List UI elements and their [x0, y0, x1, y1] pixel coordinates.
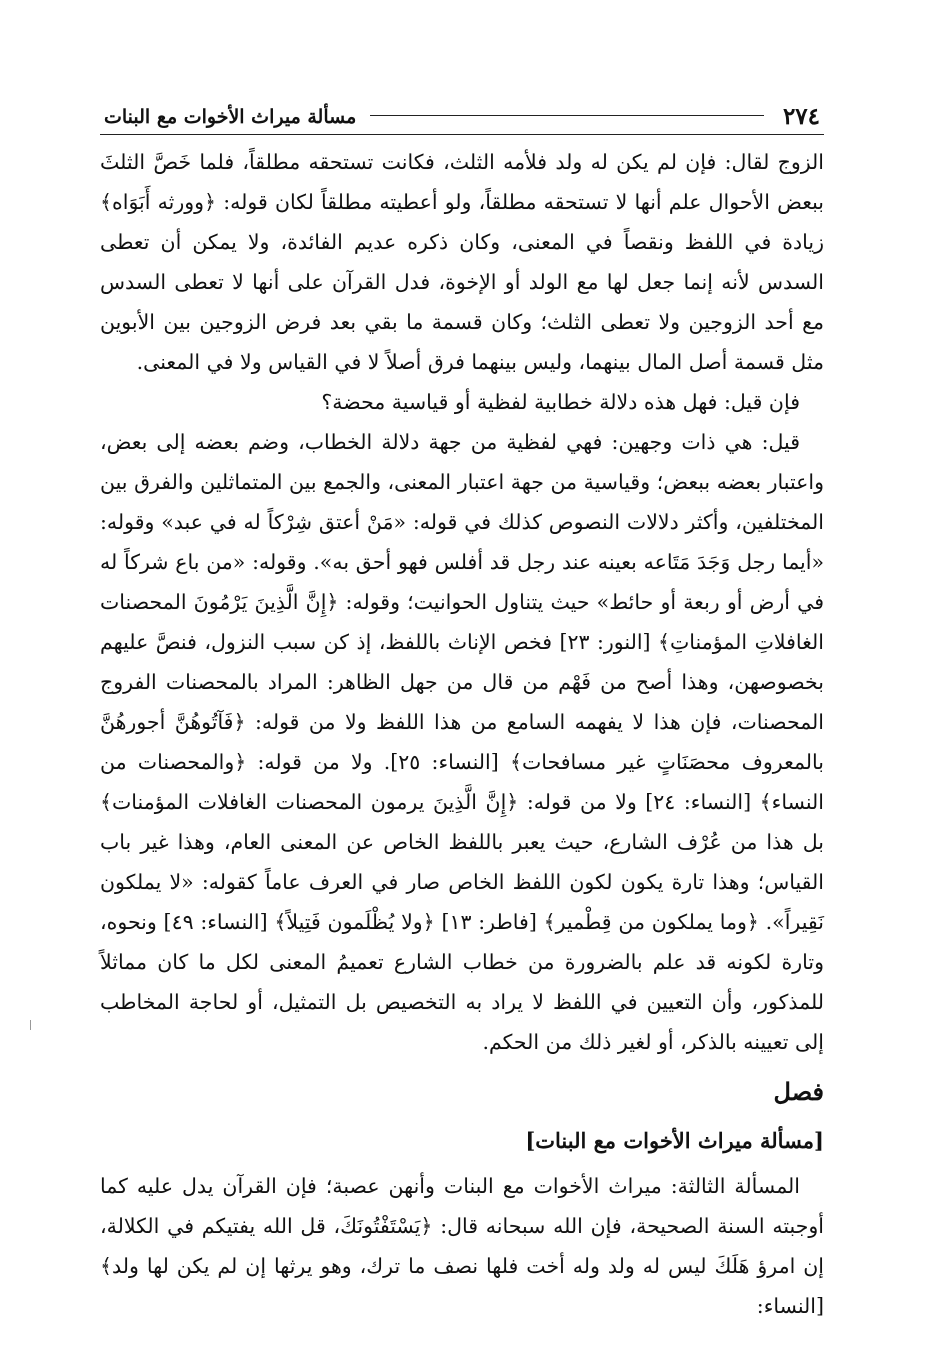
paragraph-third-issue: المسألة الثالثة: ميراث الأخوات مع البنات وأنهن عصبة؛ فإن القرآن يدل عليه كما أوجبته السنة الصحيحة، فإن الله سبحانه قال: ﴿يَسْتَفْتُونَكَ، قل الله يفتيكم في الكلالة، إن امرؤ هَلَكَ ليس له ولد وله أخت فلها نصف ما ترك، وهو يرثها إن لم يكن لها ولد﴾ [النساء:	[100, 1174, 824, 1318]
section-heading: فصل	[773, 1077, 824, 1106]
running-title: مسألة ميراث الأخوات مع البنات	[104, 106, 357, 128]
margin-mark	[30, 1020, 31, 1030]
subheading: [مسألة ميراث الأخوات مع البنات]	[525, 1128, 824, 1153]
page-number: ٢٧٤	[782, 103, 820, 130]
page-body	[100, 142, 824, 1326]
header-rule	[370, 115, 764, 116]
paragraph-continuation: الزوج لقال: فإن لم يكن له ولد فلأمه الثلث، فكانت تستحقه مطلقاً، فلما خَصَّ الثلثَ ببعض الأحوال علم أنها لا تستحقه مطلقاً، ولو أعطيته مطلقاً لكان قوله: ﴿وورثه أَبَوَاه﴾ زيادة في اللفظ ونقصاً في المعنى، وكان ذكره عديم الفائدة، ولا يمكن أن تعطى السدس لأنه إنما جعل لها مع الولد أو الإخوة، فدل القرآن على أنها لا تعطى السدس مع أحد الزوجين ولا تعطى الثلث؛ وكان قسمة ما بقي بعد فرض الزوجين بين الأبوين مثل قسمة أصل المال بينهما، وليس بينهما فرق أصلاً لا في القياس ولا في المعنى.	[100, 150, 824, 374]
page-header	[100, 100, 824, 135]
paragraph-answer: قيل: هي ذات وجهين: فهي لفظية من جهة دلالة الخطاب، وضم بعضه إلى بعض، واعتبار بعضه ببعض؛ وقياسية من جهة اعتبار المعنى، والجمع بين المتماثلين والفرق بين المختلفين، وأكثر دلالات النصوص كذلك في قوله: «مَنْ أعتق شِرْكاً له في عبد» وقوله: «أيما رجل وَجَدَ مَتَاعه بعينه عند رجل قد أفلس فهو أحق به». وقوله: «من باع شركاً له في أرض أو ربعة أو حائط» حيث يتناول الحوانيت؛ وقوله: ﴿إِنَّ الَّذِينَ يَرْمُونَ المحصنات الغافلاتِ المؤمناتِ﴾ [النور: ٢٣] فخص الإناث باللفظ، إذ كن سبب النزول، فنصَّ عليهم بخصوصهن، وهذا أصح من فَهْم من قال من جهل الظاهر: المراد بالمحصنات الفروج المحصنات، فإن هذا لا يفهمه السامع من هذا اللفظ ولا من قوله: ﴿فَآتُوهُنَّ أجورهُنَّ بالمعروف محصَنَاتٍ غير مسافحات﴾ [النساء: ٢٥]. ولا من قوله: ﴿والمحصنات من النساء﴾ [النساء: ٢٤] ولا من قوله: ﴿إِنَّ الَّذِينَ يرمون المحصنات الغافلات المؤمنات﴾ بل هذا من عُرْف الشارع، حيث يعبر باللفظ الخاص عن المعنى العام، وهذا غير باب القياس؛ وهذا تارة يكون لكون اللفظ الخاص صار في العرف عاماً كقوله: «لا يملكون نَقِيراً». ﴿وما يملكون من قِطْمير﴾ [فاطر: ١٣] ﴿ولا يُظْلَمون فَتِيلاً﴾ [النساء: ٤٩] ونحوه، وتارة لكونه قد علم بالضرورة من خطاب الشارع تعميمُ المعنى لكل ما كان مماثلاً للمذكور، وأن التعيين في اللفظ لا يراد به التخصيص بل التمثيل، أو لحاجة المخاطب إلى تعيينه بالذكر، أو لغير ذلك من الحكم.	[100, 430, 825, 1054]
paragraph-question: فإن قيل: فهل هذه دلالة خطابية لفظية أو قياسية محضة؟	[321, 390, 800, 414]
